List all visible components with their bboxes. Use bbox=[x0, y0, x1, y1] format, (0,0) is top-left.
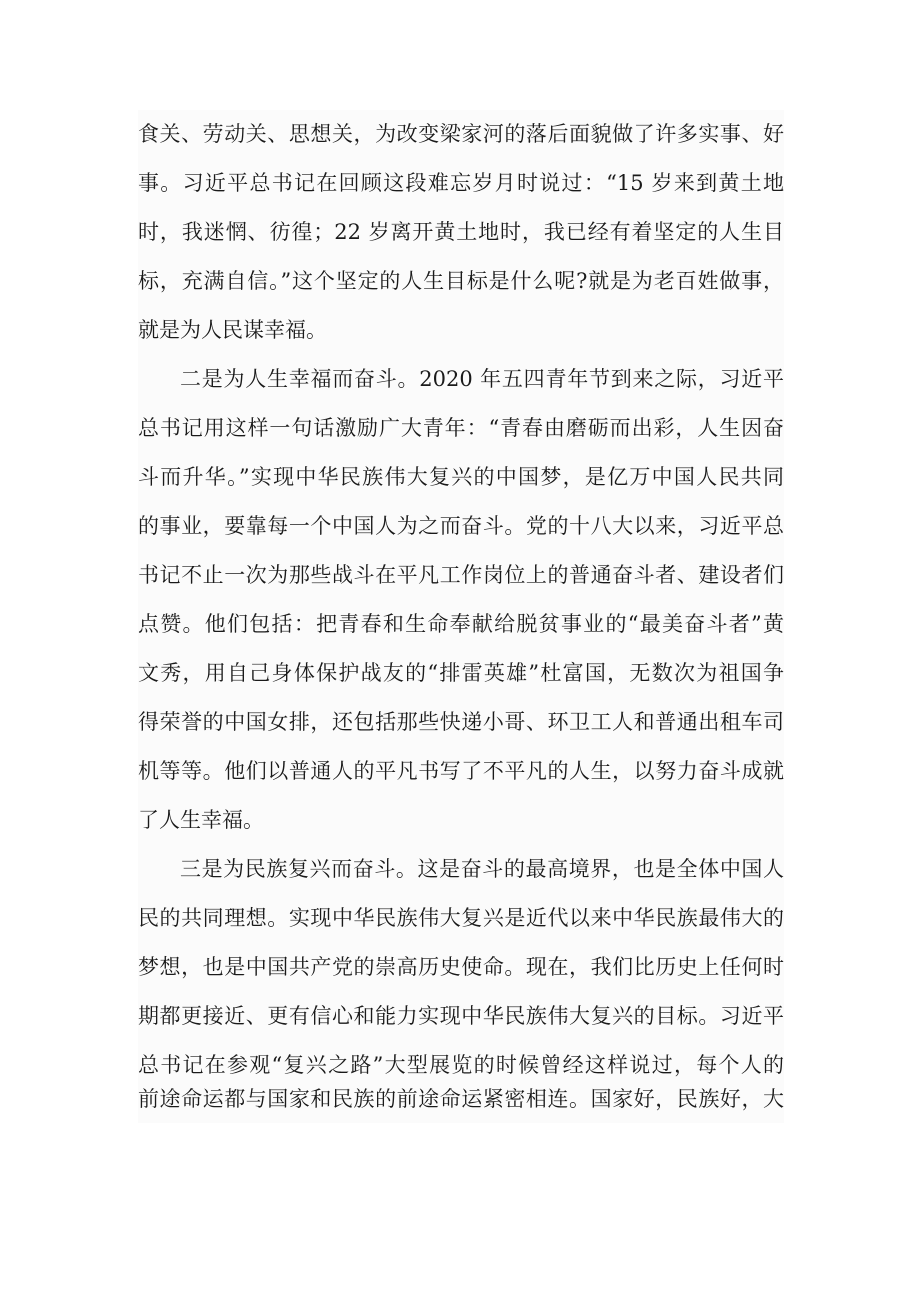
paragraph-first-line: 三是为民族复兴而奋斗。这是奋斗的最高境界，也是全体中国人 bbox=[180, 857, 784, 881]
text-line: 了人生幸福。 bbox=[138, 808, 264, 832]
text-line: 期都更接近、更有信心和能力实现中华民族伟大复兴的目标。习近平 bbox=[138, 1004, 784, 1028]
text-line: 前途命运都与国家和民族的前途命运紧密相连。国家好，民族好，大 bbox=[138, 1087, 784, 1111]
text-line: 事。习近平总书记在回顾这段难忘岁月时说过：“15 岁来到黄土地 bbox=[138, 171, 784, 195]
text-line: 民的共同理想。实现中华民族伟大复兴是近代以来中华民族最伟大的 bbox=[138, 906, 784, 930]
text-line: 标，充满自信。”这个坚定的人生目标是什么呢?就是为老百姓做事， bbox=[138, 269, 784, 293]
text-line: 斗而升华。”实现中华民族伟大复兴的中国梦，是亿万中国人民共同 bbox=[138, 465, 784, 489]
text-line: 食关、劳动关、思想关，为改变梁家河的落后面貌做了许多实事、好 bbox=[138, 122, 784, 146]
paragraph-first-line: 二是为人生幸福而奋斗。2020 年五四青年节到来之际，习近平 bbox=[180, 367, 784, 391]
text-line: 机等等。他们以普通人的平凡书写了不平凡的人生，以努力奋斗成就 bbox=[138, 759, 784, 783]
text-line: 文秀，用自己身体保护战友的“排雷英雄”杜富国，无数次为祖国争 bbox=[138, 661, 784, 685]
text-line: 就是为人民谋幸福。 bbox=[138, 318, 327, 342]
text-line: 时，我迷惘、彷徨；22 岁离开黄土地时，我已经有着坚定的人生目 bbox=[138, 220, 784, 244]
body-text bbox=[138, 110, 784, 1123]
text-line: 书记不止一次为那些战斗在平凡工作岗位上的普通奋斗者、建设者们 bbox=[138, 563, 784, 587]
text-line: 得荣誉的中国女排，还包括那些快递小哥、环卫工人和普通出租车司 bbox=[138, 710, 784, 734]
text-line: 总书记用这样一句话激励广大青年：“青春由磨砺而出彩，人生因奋 bbox=[138, 416, 784, 440]
text-line: 的事业，要靠每一个中国人为之而奋斗。党的十八大以来，习近平总 bbox=[138, 514, 784, 538]
text-line: 点赞。他们包括：把青春和生命奉献给脱贫事业的“最美奋斗者”黄 bbox=[138, 612, 784, 636]
text-line: 梦想，也是中国共产党的崇高历史使命。现在，我们比历史上任何时 bbox=[138, 955, 784, 979]
text-line: 总书记在参观“复兴之路”大型展览的时候曾经这样说过，每个人的 bbox=[138, 1053, 784, 1077]
